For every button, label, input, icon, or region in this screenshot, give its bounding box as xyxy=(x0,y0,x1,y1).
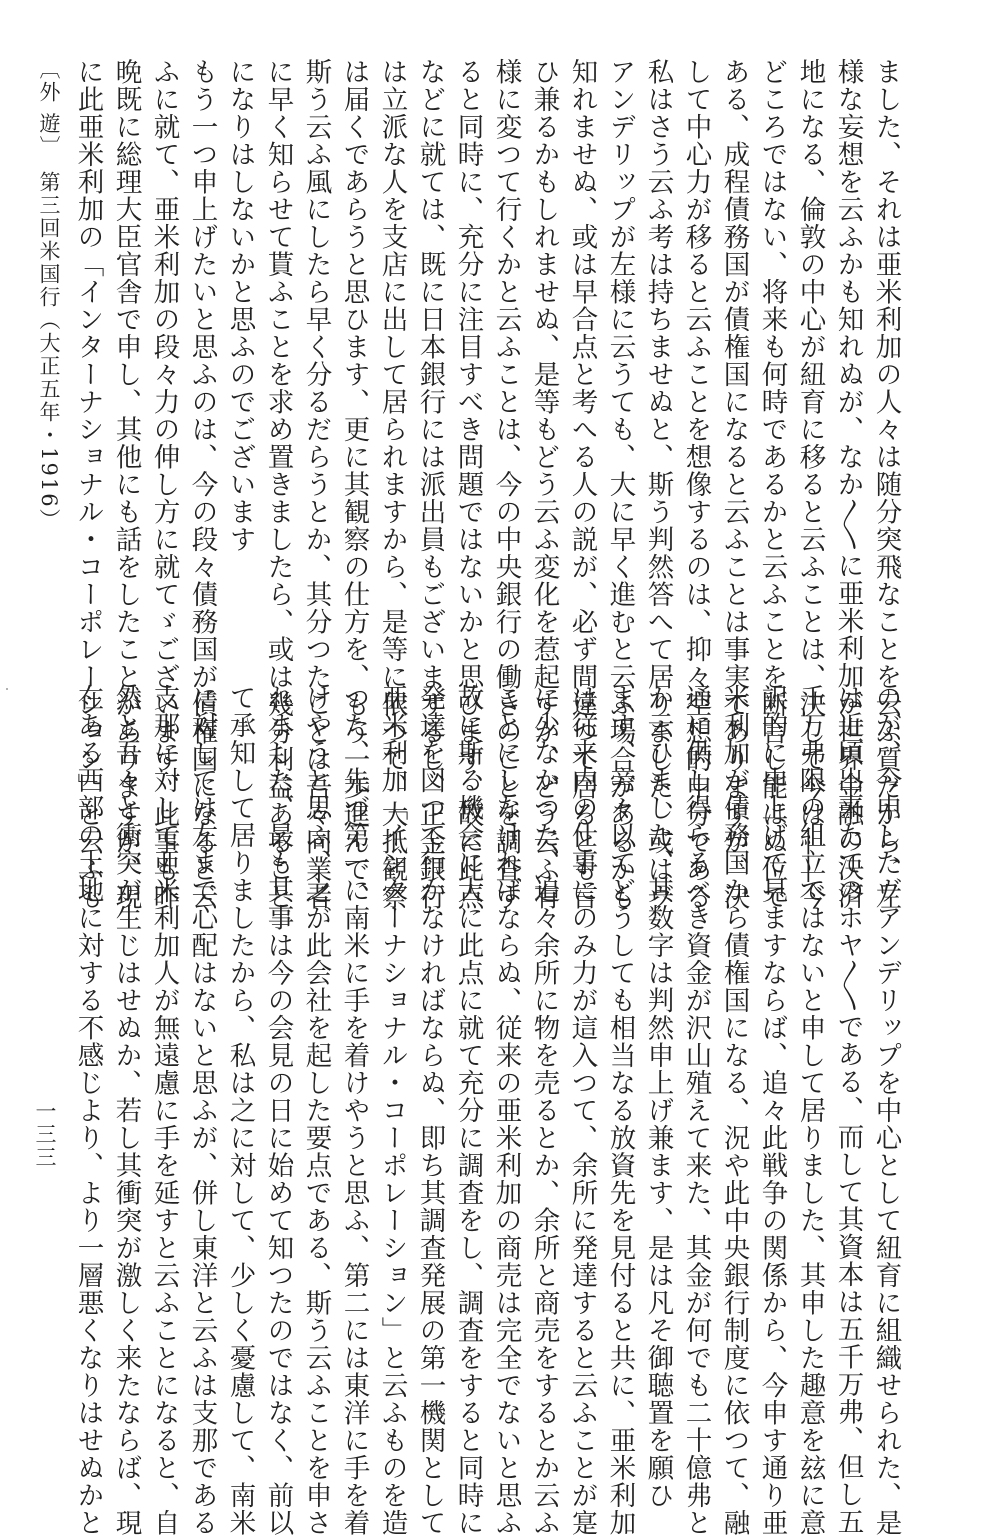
lower-line-13: 発達を図つて行かなければならぬ、即ち其調査発展の第一機関として xyxy=(414,684,446,1537)
lower-line-1: のが、今申したヴアンデリップを中心として紐育に組織せられた、是 xyxy=(870,684,902,1537)
lower-line-4: 訳的に申上げて見ますならば、追々此戦争の関係から、今申す通り亜 xyxy=(756,684,788,1537)
lower-line-19: に対しては左まで心配はないと思ふが、併し東洋と云ふは支那である xyxy=(186,684,218,1537)
upper-line-1: ました、それは亜米利加の人々は随分突飛なことを云ふ質だから、左 xyxy=(870,58,902,911)
upper-line-21: 晩既に総理大臣官舎で申し、其他にも話をしたことがありますが、現 xyxy=(110,58,142,911)
lower-line-6: 通に供し得らるべき資金が沢山殖えて来た、其金が何でも二十億弗と xyxy=(680,684,712,1537)
upper-line-3: 地になる、倫敦の中心が紐育に移ると云ふことは、決して今は――今 xyxy=(794,58,826,911)
upper-line-19: もう一つ申上げたいと思ふのは、今の段々債務国が債権国になると云 xyxy=(186,58,218,911)
lower-line-11: ことにしなければならぬ、従来の亜米利加の商売は完全でないと思ふ xyxy=(490,684,522,1537)
upper-line-9: 知れませぬ、或は早合点と考へる人の説が、必ず間違つて居るとも言 xyxy=(566,58,598,911)
upper-line-5: ある、成程債務国が債権国になると云ふことは事実でありますが、決 xyxy=(718,58,750,911)
lower-line-9: は従来内の仕事にのみ力が這入つて、余所に発達すると云ふことが寔 xyxy=(566,684,598,1537)
upper-line-13: などに就ては、既に日本銀行には派出員もございまするし、正金銀行 xyxy=(414,58,446,911)
upper-line-7: 私はさう云ふ考は持ちませぬと、斯う判然答へて居りました、或はヴ xyxy=(642,58,674,911)
upper-line-10: ひ兼るかもしれませぬ、是等もどう云ふ変化を惹起すか、どう云ふ有 xyxy=(528,58,560,911)
lower-line-21: 然と吾々と衝突が生じはせぬか、若し其衝突が激しく来たならば、現 xyxy=(110,684,142,1537)
upper-line-4: どころではない、将来も何時であるかと云ふことを断言し能はぬ位で xyxy=(756,58,788,911)
upper-line-12: ると同時に、充分に注目すべき問題ではないかと思ひます、故に此点 xyxy=(452,58,484,911)
scan-speck xyxy=(6,688,8,690)
lower-line-16: けやうと思ふ、之が此会社を起した要点である、斯う云ふことを申さ xyxy=(300,684,332,1537)
upper-line-14: は立派な人を支店に出して居られますから、是等に依つて、大抵観察 xyxy=(376,58,408,911)
upper-line-18: になりはしないかと思ふのでございます xyxy=(224,58,256,553)
upper-line-22: に此亜米利加の「インターナショナル・コーポレーション」と云ふも xyxy=(72,58,104,911)
upper-line-17: に早く知らせて貰ふことを求め置きましたら、或は幾分利益あること xyxy=(262,58,294,911)
page-number: 一三三 xyxy=(33,1100,57,1169)
upper-line-16: 斯う云ふ風にしたら早く分るだらうとか、其分つたことは吾々同業者 xyxy=(300,58,332,911)
lower-line-20: 支那に対して亜米利加人が無遠慮に手を延すと云ふことになると、自 xyxy=(148,684,180,1537)
lower-line-8: ます、旁々以てどうしても相当なる放資先を見付ると共に、亜米利加 xyxy=(604,684,636,1537)
lower-line-17: れました、最も其事は今の会見の日に始めて知つたのではなく、前以 xyxy=(262,684,294,1537)
upper-line-15: は届くであらうと思ひます、更に其観察の仕方を、もう一歩進んで、 xyxy=(338,58,370,911)
lower-line-5: 米利加が債務国から債権国になる、況や此中央銀行制度に依つて、融 xyxy=(718,684,750,1537)
upper-line-2: 様な妄想を云ふかも知れぬが、なか〳〵に亜米利加が世界金融の決済 xyxy=(832,58,864,910)
upper-line-20: ふに就て、亜米利加の段々力の伸し方に就てゞございます、此事も昨 xyxy=(148,58,180,911)
lower-line-22: 在ある西部の土地に対する不感じより、より一層悪くなりはせぬかと xyxy=(72,684,104,1537)
upper-line-11: 様に変つて行くかと云ふことは、今の中央銀行の働きのことを調査す xyxy=(490,58,522,911)
lower-line-14: 亜米利加「インターナショナル・コーポレーション」と云ふものを造 xyxy=(376,684,408,1537)
lower-line-12: 故に斯る機会に大に此点に就て充分に調査をし、調査をすると同時に xyxy=(452,684,484,1537)
lower-line-18: て承知して居りましたから、私は之に対して、少しく憂慮して、南米 xyxy=(224,684,256,1537)
upper-line-6: して中心力が移ると云ふことを想像するのは、抑々空想的申分である xyxy=(680,58,712,911)
lower-line-15: つた、先づ第一に南米に手を着けやうと思ふ、第二には東洋に手を着 xyxy=(338,684,370,1537)
lower-line-2: は近頃出来たてのホヤ〳〵である、而して其資本は五千万弗、但し五 xyxy=(832,684,864,1536)
lower-line-7: か云ひました、其数字は判然申上げ兼ます、是は凡そ御聴置を願ひ xyxy=(642,684,674,1509)
running-title: 〔外 遊〕 第三回米国行（大正五年・1916） xyxy=(37,58,61,532)
lower-line-10: に少なかつた、追々余所に物を売るとか、余所と商売をするとか云ふ xyxy=(528,684,560,1537)
lower-line-3: 千万弗限の組立ではないと申して居りました、其申した趣意を玆に意 xyxy=(794,684,826,1537)
upper-line-8: アンデリップが左様に云うても、大に早く進むと云ふ場合があるかも xyxy=(604,58,636,911)
